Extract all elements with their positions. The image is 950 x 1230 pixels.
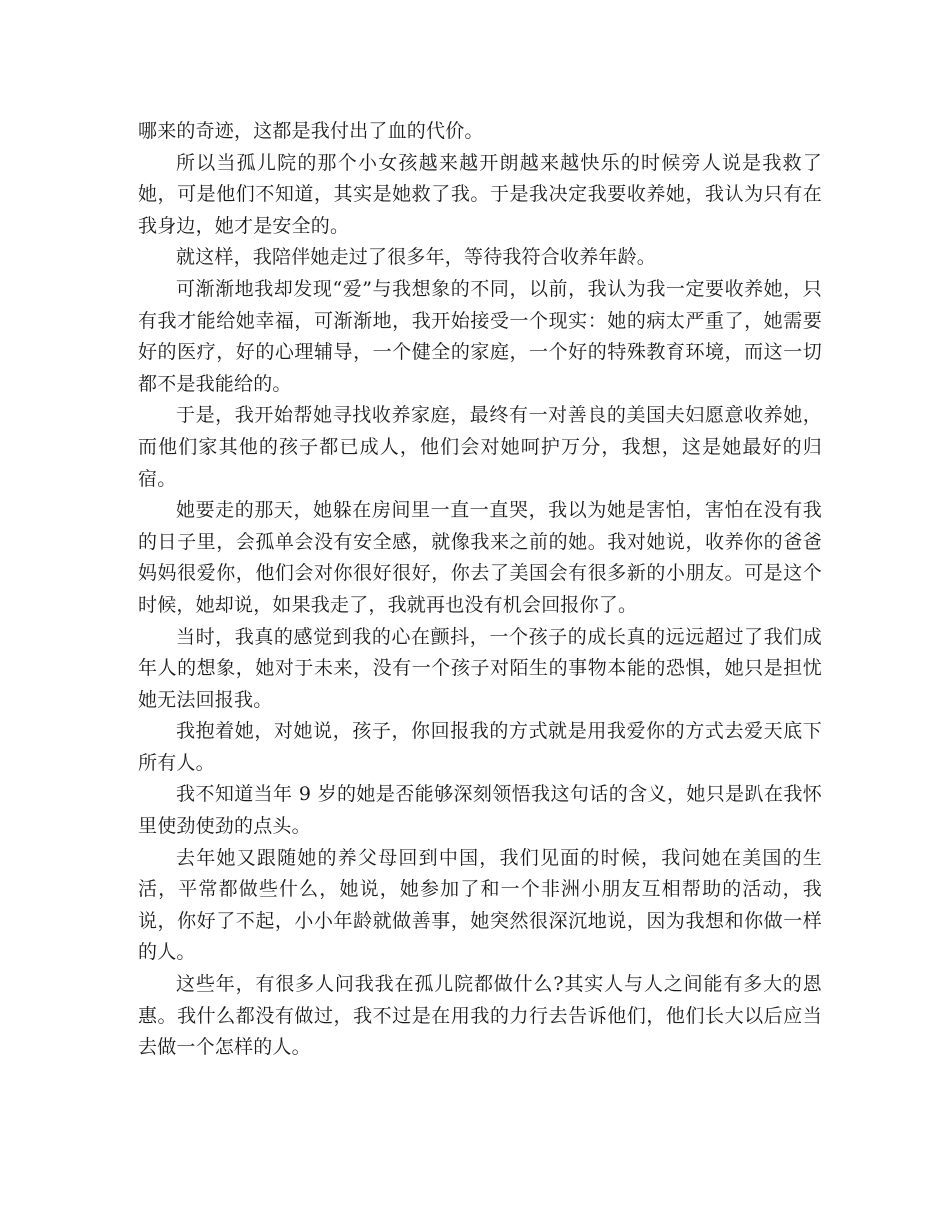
paragraph: 我抱着她，对她说，孩子，你回报我的方式就是用我爱你的方式去爱天底下所有人。: [138, 720, 822, 774]
paragraph: 我不知道当年 9 岁的她是否能够深刻领悟我这句话的含义，她只是趴在我怀里使劲使劲的点头。: [138, 783, 822, 838]
paragraph: 就这样，我陪伴她走过了很多年，等待我符合收养年龄。: [176, 246, 657, 269]
paragraph: 所以当孤儿院的那个小女孩越来越开朗越来越快乐的时候旁人说是我救了她，可是他们不知道，其实是她救了我。于是我决定我要收养她，我认为只有在我身边，她才是安全的。: [138, 151, 822, 237]
paragraph: 于是，我开始帮她寻找收养家庭，最终有一对善良的美国夫妇愿意收养她，而他们家其他的孩子都已成人，他们会对她呵护万分，我想，这是她最好的归宿。: [138, 404, 822, 490]
paragraph: 可渐渐地我却发现“爱”与我想象的不同，以前，我认为我一定要收养她，只有我才能给她幸福，可渐渐地，我开始接受一个现实：她的病太严重了，她需要好的医疗，好的心理辅导，一个健全的家庭，一个好的特殊教育环境，而这一切都不是我能给的。: [138, 277, 822, 395]
paragraph: 去年她又跟随她的养父母回到中国，我们见面的时候，我问她在美国的生活，平常都做些什么，她说，她参加了和一个非洲小朋友互相帮助的活动，我说，你好了不起，小小年龄就做善事，她突然很深沉地说，因为我想和你做一样的人。: [138, 846, 822, 964]
document-body: [138, 116, 822, 1064]
paragraph: 她要走的那天，她躲在房间里一直一直哭，我以为她是害怕，害怕在没有我的日子里，会孤单会没有安全感，就像我来之前的她。我对她说，收养你的爸爸妈妈很爱你，他们会对你很好很好，你去了美国会有很多新的小朋友。可是这个时候，她却说，如果我走了，我就再也没有机会回报你了。: [138, 499, 822, 616]
paragraph: 当时，我真的感觉到我的心在颤抖，一个孩子的成长真的远远超过了我们成年人的想象，她对于未来，没有一个孩子对陌生的事物本能的恐惧，她只是担忧她无法回报我。: [138, 625, 822, 711]
paragraph-continuation: 哪来的奇迹，这都是我付出了血的代价。: [138, 120, 484, 142]
paragraph: 这些年，有很多人问我我在孤儿院都做什么?其实人与人之间能有多大的恩惠。我什么都没有做过，我不过是在用我的力行去告诉他们，他们长大以后应当去做一个怎样的人。: [138, 973, 822, 1059]
